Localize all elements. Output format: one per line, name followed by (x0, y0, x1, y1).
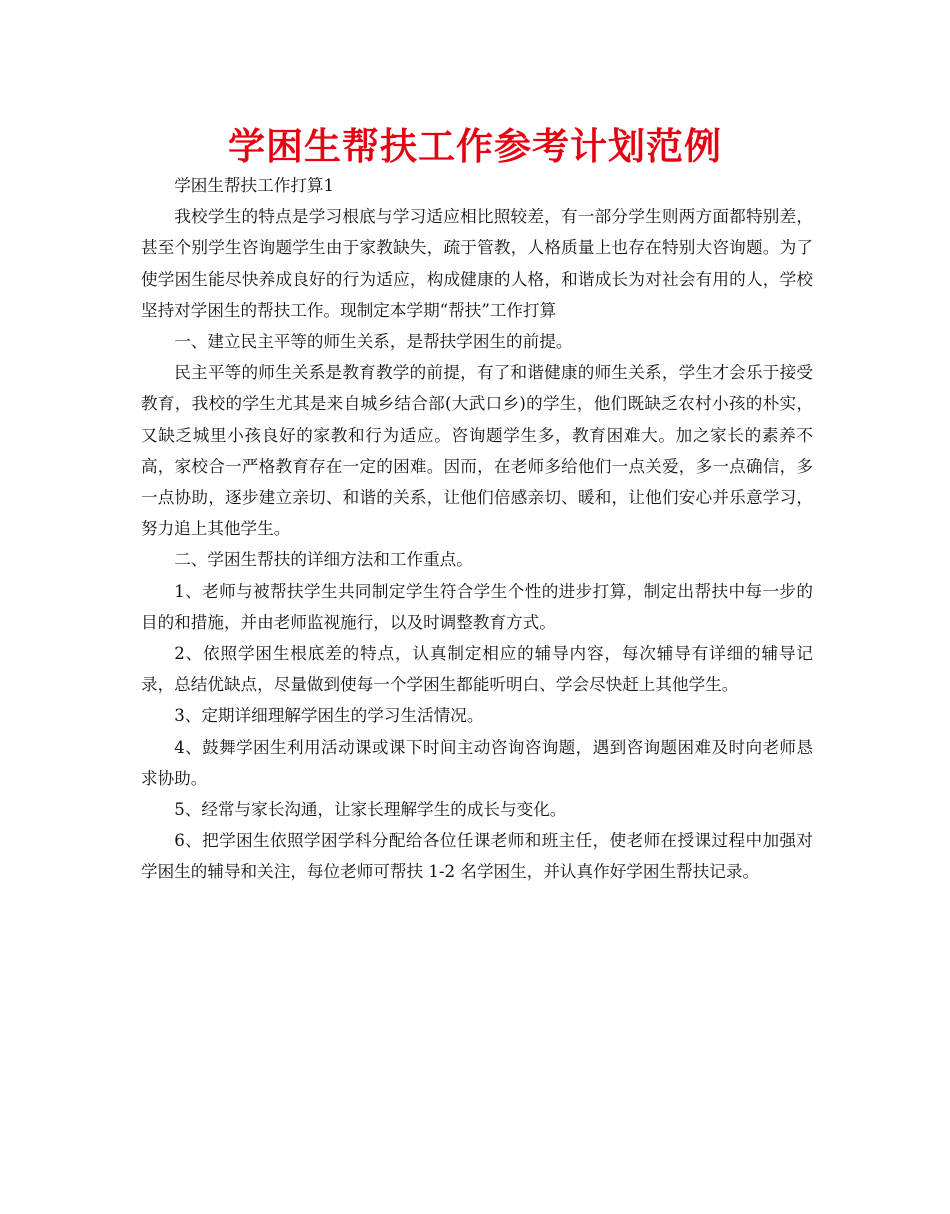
document-title: 学困生帮扶工作参考计划范例 (228, 125, 722, 168)
paragraph-subtitle: 学困生帮扶工作打算1 (174, 176, 335, 195)
paragraph-item-6: 6、把学困生依照学困学科分配给各位任课老师和班主任，使老师在授课过程中加强对学困生的辅导和关注，每位老师可帮扶 1-2 名学困生，并认真作好学困生帮扶记录。 (141, 831, 813, 882)
paragraph-item-5: 5、经常与家长沟通，让家长理解学生的成长与变化。 (174, 800, 567, 820)
paragraph-section-one-body: 民主平等的师生关系是教育教学的前提，有了和谐健康的师生关系，学生才会乐于接受教育，我校的学生尤其是来自城乡结合部(大武口乡)的学生，他们既缺乏农村小孩的朴实，又缺乏城里小孩良好的家教和行为适应。咨询题学生多，教育困难大。加之家长的素养不高，家校合一严格教育存在一定的困难。因而，在老师多给他们一点关爱，多一点确信，多一点协助，逐步建立亲切、和谐的关系，让他们倍感亲切、暖和，让他们安心并乐意学习，努力追上其他学生。 (141, 363, 813, 539)
paragraph-section-one-heading: 一、建立民主平等的师生关系，是帮扶学困生的前提。 (174, 332, 573, 352)
paragraph-item-3: 3、定期详细理解学困生的学习生活情况。 (174, 706, 484, 726)
paragraph-item-2: 2、依照学困生根底差的特点，认真制定相应的辅导内容，每次辅导有详细的辅导记录，总结优缺点，尽量做到使每一个学困生都能听明白、学会尽快赶上其他学生。 (141, 644, 813, 695)
paragraph-section-two-heading: 二、学困生帮扶的详细方法和工作重点。 (174, 550, 473, 570)
paragraph-intro: 我校学生的特点是学习根底与学习适应相比照较差，有一部分学生则两方面都特别差，甚至个别学生咨询题学生由于家教缺失，疏于管教，人格质量上也存在特别大咨询题。为了使学困生能尽快养成良好的行为适应，构成健康的人格，和谐成长为对社会有用的人，学校坚持对学困生的帮扶工作。现制定本学期“帮扶”工作打算 (141, 207, 813, 320)
document-body (141, 170, 813, 888)
paragraph-item-1: 1、老师与被帮扶学生共同制定学生符合学生个性的进步打算，制定出帮扶中每一步的目的和措施，并由老师监视施行，以及时调整教育方式。 (141, 581, 813, 632)
paragraph-item-4: 4、鼓舞学困生利用活动课或课下时间主动咨询咨询题，遇到咨询题困难及时向老师恳求协助。 (141, 737, 813, 788)
